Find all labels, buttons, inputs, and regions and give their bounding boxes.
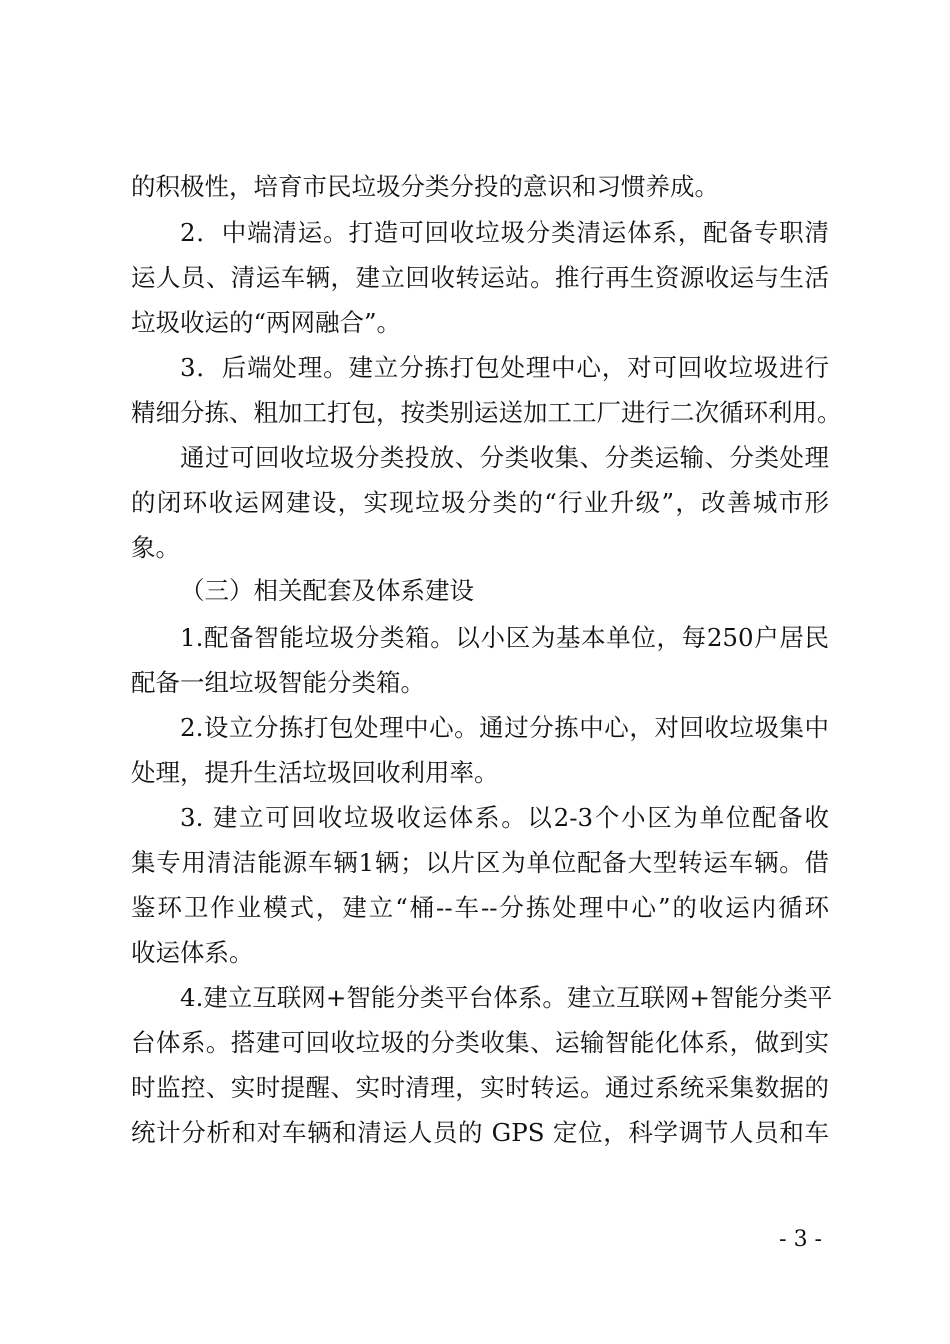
text-line-6: 精细分拣、粗加工打包，按类别运送加工工厂进行二次循环利用。 xyxy=(131,398,842,427)
text-line-1: 的积极性，培育市民垃圾分类分投的意识和习惯养成。 xyxy=(131,172,719,201)
text-line-22: 统计分析和对车辆和清运人员的 GPS 定位，科学调节人员和车 xyxy=(131,1118,829,1147)
text-line-12: 配备一组垃圾智能分类箱。 xyxy=(131,668,425,697)
text-line-14: 处理，提升生活垃圾回收利用率。 xyxy=(131,758,499,787)
text-line-9: 象。 xyxy=(131,533,180,562)
text-line-21: 时监控、实时提醒、实时清理，实时转运。通过系统采集数据的 xyxy=(131,1073,829,1102)
section-heading: （三）相关配套及体系建设 xyxy=(180,576,474,605)
text-line-17: 鉴环卫作业模式，建立“桶--车--分拣处理中心”的收运内循环 xyxy=(131,893,829,922)
text-line-13: 2.设立分拣打包处理中心。通过分拣中心，对回收垃圾集中 xyxy=(180,713,829,742)
text-line-20: 台体系。搭建可回收垃圾的分类收集、运输智能化体系，做到实 xyxy=(131,1028,829,1057)
text-line-16: 集专用清洁能源车辆1辆；以片区为单位配备大型转运车辆。借 xyxy=(131,848,829,877)
text-line-18: 收运体系。 xyxy=(131,938,254,967)
text-line-11: 1.配备智能垃圾分类箱。以小区为基本单位，每250户居民 xyxy=(180,623,829,652)
text-line-15: 3. 建立可回收垃圾收运体系。以2-3个小区为单位配备收 xyxy=(180,803,829,832)
text-line-2: 2．中端清运。打造可回收垃圾分类清运体系，配备专职清 xyxy=(180,218,829,247)
text-line-8: 的闭环收运网建设，实现垃圾分类的“行业升级”，改善城市形 xyxy=(131,488,829,517)
text-line-19: 4.建立互联网+智能分类平台体系。建立互联网+智能分类平 xyxy=(180,983,833,1012)
text-line-3: 运人员、清运车辆，建立回收转运站。推行再生资源收运与生活 xyxy=(131,263,829,292)
text-line-5: 3．后端处理。建立分拣打包处理中心，对可回收垃圾进行 xyxy=(180,353,829,382)
text-line-4: 垃圾收运的“两网融合”。 xyxy=(131,308,402,337)
text-line-7: 通过可回收垃圾分类投放、分类收集、分类运输、分类处理 xyxy=(180,443,829,472)
page-number: - 3 - xyxy=(779,1227,822,1252)
